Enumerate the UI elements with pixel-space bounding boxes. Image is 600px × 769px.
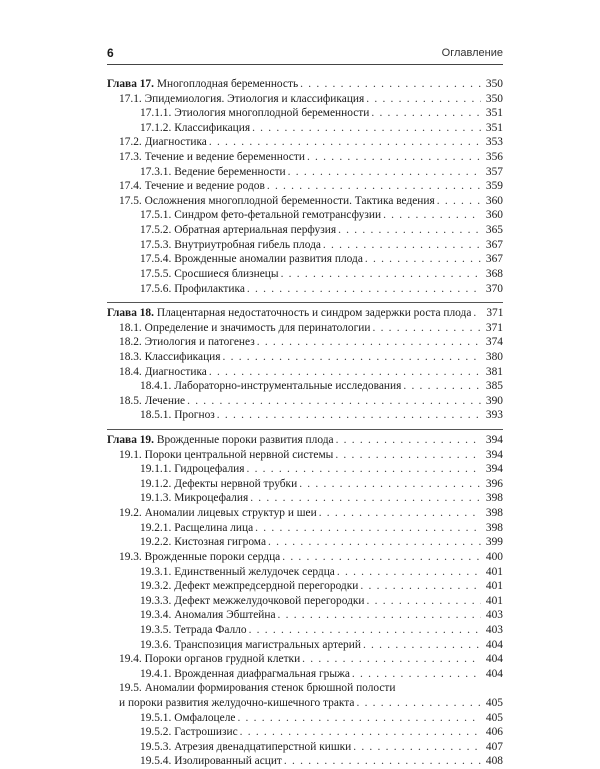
section-number: 19.5.3. xyxy=(140,740,172,753)
page-ref: 353 xyxy=(485,136,503,149)
toc-subsection xyxy=(107,462,503,477)
section-title: Единственный желудочек сердца xyxy=(174,565,335,578)
page-ref: 350 xyxy=(485,92,503,105)
page-ref: 390 xyxy=(485,394,503,407)
page-ref: 398 xyxy=(485,507,503,520)
page-ref: 404 xyxy=(485,653,503,666)
section-number: 17.1. xyxy=(119,92,142,105)
section-number: 17.3.1. xyxy=(140,165,172,178)
section-title: Кистозная гигрома xyxy=(174,536,266,549)
section-title: Дефект межжелудочковой перегородки xyxy=(174,594,365,607)
leader-dots xyxy=(223,350,481,365)
page-ref: 404 xyxy=(485,667,503,680)
chapter-title: Врожденные пороки развития плода xyxy=(156,434,334,447)
toc-section xyxy=(107,321,503,336)
page-ref: 407 xyxy=(485,740,503,753)
toc-subsection xyxy=(107,223,503,238)
leader-dots xyxy=(249,623,481,638)
section-number: 19.2.1. xyxy=(140,521,172,534)
toc-subsection xyxy=(107,379,503,394)
section-number: 19.3.1. xyxy=(140,565,172,578)
section-title: Определение и значимость для перинатологии xyxy=(144,321,371,334)
leader-dots xyxy=(209,135,481,150)
leader-dots xyxy=(365,252,481,267)
leader-dots xyxy=(252,121,481,136)
section-title: Аномалии формирования стенок брюшной полости xyxy=(144,682,396,695)
section-number: 18.2. xyxy=(119,336,142,349)
toc-section xyxy=(107,681,503,696)
section-title: Диагностика xyxy=(144,365,207,378)
page-ref: 408 xyxy=(485,755,503,768)
section-title: Обратная артериальная перфузия xyxy=(174,224,337,237)
toc-section xyxy=(107,550,503,565)
leader-dots xyxy=(299,477,481,492)
toc-subsection xyxy=(107,477,503,492)
page-ref: 357 xyxy=(485,165,503,178)
page-ref: 371 xyxy=(486,307,504,320)
section-title: Врожденные аномалии развития плода xyxy=(174,253,363,266)
section-title: Внутриутробная гибель плода xyxy=(174,238,321,251)
page-ref: 360 xyxy=(485,209,503,222)
section-title: Аномалия Эбштейна xyxy=(174,609,276,622)
toc-subsection xyxy=(107,711,503,726)
leader-dots xyxy=(237,711,481,726)
leader-dots xyxy=(307,150,481,165)
toc-section xyxy=(107,652,503,667)
section-number: 19.1.2. xyxy=(140,477,172,490)
leader-dots xyxy=(356,696,481,711)
toc-subsection xyxy=(107,208,503,223)
section-number: 17.3. xyxy=(119,151,142,164)
section-title: Лабораторно-инструментальные исследования xyxy=(174,380,402,393)
leader-dots xyxy=(268,535,481,550)
section-title: Диагностика xyxy=(144,136,207,149)
page-ref: 365 xyxy=(485,224,503,237)
chapter-label: Глава 17. xyxy=(107,78,154,90)
page-number: 6 xyxy=(107,46,114,60)
toc-subsection xyxy=(107,267,503,282)
leader-dots xyxy=(363,638,481,653)
section-title: Лечение xyxy=(144,394,186,407)
section-title: Классификация xyxy=(174,121,251,134)
section-number: 17.5.3. xyxy=(140,238,172,251)
section-number: 18.5. xyxy=(119,394,142,407)
page-ref: 399 xyxy=(485,536,503,549)
section-number: 17.4. xyxy=(119,180,142,193)
page-ref: 359 xyxy=(485,180,503,193)
page-ref: 405 xyxy=(485,696,503,709)
page-ref: 351 xyxy=(485,121,503,134)
page-ref: 406 xyxy=(485,726,503,739)
toc-subsection xyxy=(107,165,503,180)
table-of-contents xyxy=(107,77,503,769)
section-title: Эпидемиология. Этиология и классификация xyxy=(144,92,365,105)
section-title: Сросшиеся близнецы xyxy=(174,267,279,280)
section-title: Профилактика xyxy=(174,282,245,295)
page-ref: 405 xyxy=(485,711,503,724)
toc-section xyxy=(107,350,503,365)
toc-section xyxy=(107,150,503,165)
toc-subsection xyxy=(107,623,503,638)
leader-dots xyxy=(255,521,481,536)
section-number: 19.3.2. xyxy=(140,580,172,593)
section-number: 17.5. xyxy=(119,194,142,207)
page-ref: 401 xyxy=(485,580,503,593)
leader-dots xyxy=(278,608,481,623)
section-number: 18.4.1. xyxy=(140,380,172,393)
section-title: Гидроцефалия xyxy=(174,463,245,476)
toc-subsection xyxy=(107,238,503,253)
toc-subsection xyxy=(107,408,503,423)
section-title: Синдром фето-фетальной гемотрансфузии xyxy=(174,209,382,222)
section-number: 17.2. xyxy=(119,136,142,149)
toc-section xyxy=(107,335,503,350)
toc-subsection xyxy=(107,667,503,682)
section-number: 18.4. xyxy=(119,365,142,378)
toc-subsection xyxy=(107,252,503,267)
section-title: Дефект межпредсердной перегородки xyxy=(174,580,359,593)
section-number: 19.5.2. xyxy=(140,726,172,739)
section-title: Дефекты нервной трубки xyxy=(174,477,298,490)
toc-section xyxy=(107,194,503,209)
section-number: 19.4.1. xyxy=(140,667,172,680)
toc-subsection xyxy=(107,579,503,594)
leader-dots xyxy=(403,379,481,394)
leader-dots xyxy=(473,306,481,321)
leader-dots xyxy=(352,667,481,682)
page-ref: 396 xyxy=(485,477,503,490)
leader-dots xyxy=(336,433,481,448)
toc-section xyxy=(107,394,503,409)
leader-dots xyxy=(209,365,481,380)
leader-dots xyxy=(247,282,481,297)
section-number: 17.5.2. xyxy=(140,224,172,237)
section-number: 19.5.4. xyxy=(140,755,172,768)
leader-dots xyxy=(281,267,481,282)
page-ref: 368 xyxy=(485,267,503,280)
page-ref: 351 xyxy=(485,107,503,120)
chapter-title: Плацентарная недостаточность и синдром задержки роста плода xyxy=(156,307,472,320)
section-number: 19.3.5. xyxy=(140,623,172,636)
page-ref: 393 xyxy=(485,409,503,422)
section-number: 19.2.2. xyxy=(140,536,172,549)
leader-dots xyxy=(353,740,481,755)
page-ref: 401 xyxy=(485,594,503,607)
section-title: Тетрада Фалло xyxy=(174,623,247,636)
leader-dots xyxy=(383,208,481,223)
leader-dots xyxy=(437,194,481,209)
leader-dots xyxy=(250,491,481,506)
toc-section xyxy=(107,365,503,380)
page-ref: 367 xyxy=(485,253,503,266)
leader-dots xyxy=(319,506,481,521)
leader-dots xyxy=(282,550,481,565)
section-title: Изолированный асцит xyxy=(174,755,282,768)
page-ref: 403 xyxy=(485,623,503,636)
leader-dots xyxy=(372,321,481,336)
section-title: Течение и ведение беременности xyxy=(144,151,305,164)
toc-subsection xyxy=(107,535,503,550)
section-title: Врожденные пороки сердца xyxy=(144,550,281,563)
toc-subsection xyxy=(107,121,503,136)
leader-dots xyxy=(240,725,481,740)
page-ref: 380 xyxy=(485,350,503,363)
page-ref: 394 xyxy=(485,448,503,461)
section-number: 17.5.6. xyxy=(140,282,172,295)
chapter-divider xyxy=(107,302,503,303)
page-ref: 394 xyxy=(485,463,503,476)
toc-section xyxy=(107,506,503,521)
page-ref: 385 xyxy=(485,380,503,393)
toc-subsection xyxy=(107,282,503,297)
section-title: Врожденная диафрагмальная грыжа xyxy=(174,667,350,680)
page-ref: 356 xyxy=(485,151,503,164)
leader-dots xyxy=(284,754,481,769)
toc-subsection xyxy=(107,594,503,609)
running-title: Оглавление xyxy=(441,47,503,59)
toc-subsection xyxy=(107,754,503,769)
page-header xyxy=(107,44,503,65)
section-title: Транспозиция магистральных артерий xyxy=(174,638,361,651)
toc-section xyxy=(107,179,503,194)
section-title: Омфалоцеле xyxy=(174,711,236,724)
toc-section xyxy=(107,92,503,107)
section-title: Осложнения многоплодной беременности. Тактика ведения xyxy=(144,194,435,207)
section-number: 17.5.1. xyxy=(140,209,172,222)
section-number: 18.5.1. xyxy=(140,409,172,422)
leader-dots xyxy=(337,565,481,580)
toc-subsection xyxy=(107,608,503,623)
page-ref: 360 xyxy=(485,194,503,207)
toc-chapter xyxy=(107,433,503,448)
leader-dots xyxy=(257,335,481,350)
leader-dots xyxy=(338,223,481,238)
page-ref: 374 xyxy=(485,336,503,349)
leader-dots xyxy=(187,394,481,409)
toc-subsection xyxy=(107,638,503,653)
leader-dots xyxy=(367,594,482,609)
section-number: 17.1.1. xyxy=(140,107,172,120)
leader-dots xyxy=(335,448,481,463)
section-number: 19.5. xyxy=(119,682,142,695)
section-number: 19.1. xyxy=(119,448,142,461)
leader-dots xyxy=(267,179,481,194)
leader-dots xyxy=(300,77,481,92)
section-number: 19.3.3. xyxy=(140,594,172,607)
chapter-divider xyxy=(107,429,503,430)
section-title: Этиология и патогенез xyxy=(144,336,255,349)
section-number: 18.1. xyxy=(119,321,142,334)
section-title: Гастрошизис xyxy=(174,726,238,739)
chapter-label: Глава 18. xyxy=(107,307,154,320)
section-number: 19.4. xyxy=(119,653,142,666)
page-ref: 398 xyxy=(485,521,503,534)
toc-section xyxy=(107,135,503,150)
leader-dots xyxy=(302,652,481,667)
leader-dots xyxy=(288,165,481,180)
toc-chapter xyxy=(107,77,503,92)
page-ref: 400 xyxy=(485,550,503,563)
leader-dots xyxy=(323,238,481,253)
section-number: 19.3.6. xyxy=(140,638,172,651)
page-ref: 381 xyxy=(485,365,503,378)
section-title: Пороки центральной нервной системы xyxy=(144,448,334,461)
toc-subsection xyxy=(107,521,503,536)
section-number: 19.5.1. xyxy=(140,711,172,724)
chapter-title: Многоплодная беременность xyxy=(156,78,299,90)
section-title: Аномалии лицевых структур и шеи xyxy=(144,507,317,520)
chapter-label: Глава 19. xyxy=(107,434,154,447)
section-number: 17.1.2. xyxy=(140,121,172,134)
toc-section xyxy=(107,448,503,463)
page-ref: 398 xyxy=(485,492,503,505)
section-number: 19.1.1. xyxy=(140,463,172,476)
section-number: 19.1.3. xyxy=(140,492,172,505)
page-ref: 404 xyxy=(485,638,503,651)
toc-section-continuation xyxy=(107,696,503,711)
section-title: Микроцефалия xyxy=(174,492,249,505)
toc-subsection xyxy=(107,106,503,121)
leader-dots xyxy=(366,92,481,107)
section-number: 18.3. xyxy=(119,350,142,363)
leader-dots xyxy=(360,579,481,594)
page-ref: 371 xyxy=(485,321,503,334)
section-title: Классификация xyxy=(144,350,221,363)
section-title: Атрезия двенадцатиперстной кишки xyxy=(174,740,352,753)
page-ref: 370 xyxy=(485,282,503,295)
section-title: Этиология многоплодной беременности xyxy=(174,107,370,120)
toc-subsection xyxy=(107,565,503,580)
leader-dots xyxy=(217,408,481,423)
section-title: Ведение беременности xyxy=(174,165,286,178)
toc-subsection xyxy=(107,740,503,755)
page-ref: 350 xyxy=(485,78,503,90)
toc-subsection xyxy=(107,725,503,740)
section-title: Пороки органов грудной клетки xyxy=(144,653,301,666)
page-ref: 367 xyxy=(485,238,503,251)
section-number: 19.3. xyxy=(119,550,142,563)
section-title: Расщелина лица xyxy=(174,521,254,534)
section-title: Течение и ведение родов xyxy=(144,180,265,193)
section-number: 17.5.5. xyxy=(140,267,172,280)
section-title-continuation: и пороки развития желудочно-кишечного тракта xyxy=(119,696,355,709)
leader-dots xyxy=(246,462,481,477)
page-ref: 403 xyxy=(485,609,503,622)
toc-subsection xyxy=(107,491,503,506)
section-number: 19.3.4. xyxy=(140,609,172,622)
page-ref: 394 xyxy=(485,434,503,447)
toc-chapter xyxy=(107,306,503,321)
page-ref: 401 xyxy=(485,565,503,578)
section-title: Прогноз xyxy=(174,409,215,422)
section-number: 19.2. xyxy=(119,507,142,520)
leader-dots xyxy=(371,106,481,121)
section-number: 17.5.4. xyxy=(140,253,172,266)
